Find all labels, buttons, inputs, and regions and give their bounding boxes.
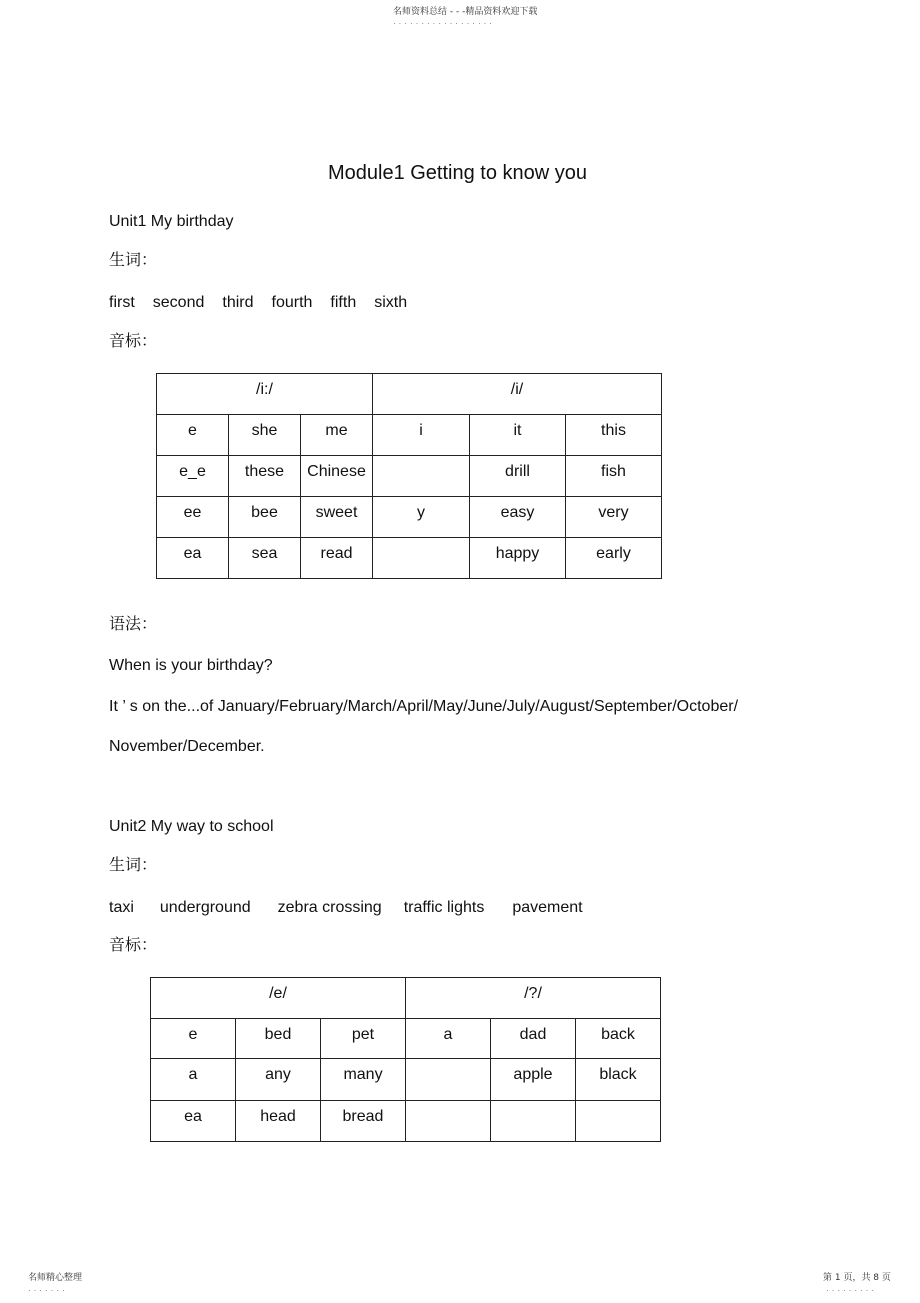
table-cell: ea	[151, 1101, 236, 1142]
table-cell: e	[151, 1019, 236, 1059]
table-cell: bee	[229, 497, 301, 538]
table-cell: head	[236, 1101, 321, 1142]
table-cell: sea	[229, 538, 301, 579]
grammar-line: It ’ s on the...of January/February/March/April/May/June/July/August/September/October/	[109, 698, 739, 715]
table-cell	[373, 538, 470, 579]
table-cell: easy	[470, 497, 566, 538]
table-header-cell: /i/	[373, 374, 662, 415]
unit1-title: Unit1 My birthday	[109, 213, 234, 230]
grammar-line: When is your birthday?	[109, 657, 273, 674]
unit2-vocab-label: 生词：	[109, 857, 158, 874]
table-header-cell: /?/	[406, 978, 661, 1019]
vocab-word: first	[109, 294, 135, 311]
table-cell: a	[151, 1059, 236, 1101]
table-cell: this	[566, 415, 662, 456]
table-cell: back	[576, 1019, 661, 1059]
table-cell: bed	[236, 1019, 321, 1059]
table-cell: e	[157, 415, 229, 456]
table-cell: y	[373, 497, 470, 538]
table-cell: black	[576, 1059, 661, 1101]
table-header-row	[151, 978, 661, 1019]
unit1-vocab-list	[109, 293, 425, 312]
table-cell	[406, 1059, 491, 1101]
table-cell: these	[229, 456, 301, 497]
table-cell: early	[566, 538, 662, 579]
table-cell: read	[301, 538, 373, 579]
table-cell: e_e	[157, 456, 229, 497]
table-cell: any	[236, 1059, 321, 1101]
table-cell: happy	[470, 538, 566, 579]
vocab-word: third	[222, 294, 254, 311]
unit1-grammar-label: 语法：	[109, 616, 158, 633]
page-number: 第 1 页，共 8 页	[823, 1273, 891, 1283]
unit1-phonetic-label: 音标：	[109, 333, 158, 350]
table-cell: ea	[157, 538, 229, 579]
table-header-cell: /e/	[151, 978, 406, 1019]
table-cell	[576, 1101, 661, 1142]
vocab-word: second	[152, 294, 205, 311]
page-title: Module1 Getting to know you	[327, 162, 588, 184]
unit2-phonetic-label: 音标：	[109, 937, 158, 954]
unit2-vocab-list	[109, 898, 601, 917]
table-row	[151, 1101, 661, 1142]
table-cell: pet	[321, 1019, 406, 1059]
table-cell: Chinese	[301, 456, 373, 497]
table-cell: bread	[321, 1101, 406, 1142]
unit1-vocab-label: 生词：	[109, 252, 158, 269]
table-cell: very	[566, 497, 662, 538]
footer-divider: ·········	[826, 1288, 877, 1294]
table-cell: ee	[157, 497, 229, 538]
vocab-word: zebra crossing	[277, 899, 382, 916]
vocab-word: fifth	[330, 294, 357, 311]
footer-left: 名师精心整理	[28, 1273, 83, 1283]
unit1-phonetic-table	[156, 373, 662, 579]
vocab-word: fourth	[271, 294, 313, 311]
table-cell: apple	[491, 1059, 576, 1101]
table-cell: dad	[491, 1019, 576, 1059]
table-cell: she	[229, 415, 301, 456]
vocab-word: underground	[159, 899, 251, 916]
header-divider: ··················	[393, 21, 495, 27]
table-row	[157, 538, 662, 579]
page-header: 名师资料总结 - - -精品资料欢迎下载	[393, 7, 538, 17]
table-cell	[491, 1101, 576, 1142]
table-header-row	[157, 374, 662, 415]
table-cell	[406, 1101, 491, 1142]
table-row	[157, 415, 662, 456]
footer-divider: ·······	[28, 1288, 68, 1294]
vocab-word: pavement	[512, 899, 583, 916]
table-cell: drill	[470, 456, 566, 497]
table-row	[157, 456, 662, 497]
table-cell	[373, 456, 470, 497]
table-cell: i	[373, 415, 470, 456]
unit2-phonetic-table	[150, 977, 661, 1142]
table-row	[151, 1059, 661, 1101]
grammar-line: November/December.	[109, 738, 265, 755]
unit2-title: Unit2 My way to school	[109, 818, 274, 835]
table-header-cell: /i:/	[157, 374, 373, 415]
table-cell: me	[301, 415, 373, 456]
table-row	[151, 1019, 661, 1059]
vocab-word: sixth	[374, 294, 408, 311]
table-cell: sweet	[301, 497, 373, 538]
table-cell: a	[406, 1019, 491, 1059]
table-cell: many	[321, 1059, 406, 1101]
table-cell: fish	[566, 456, 662, 497]
vocab-word: traffic lights	[403, 899, 485, 916]
table-row	[157, 497, 662, 538]
vocab-word: taxi	[109, 899, 134, 916]
table-cell: it	[470, 415, 566, 456]
